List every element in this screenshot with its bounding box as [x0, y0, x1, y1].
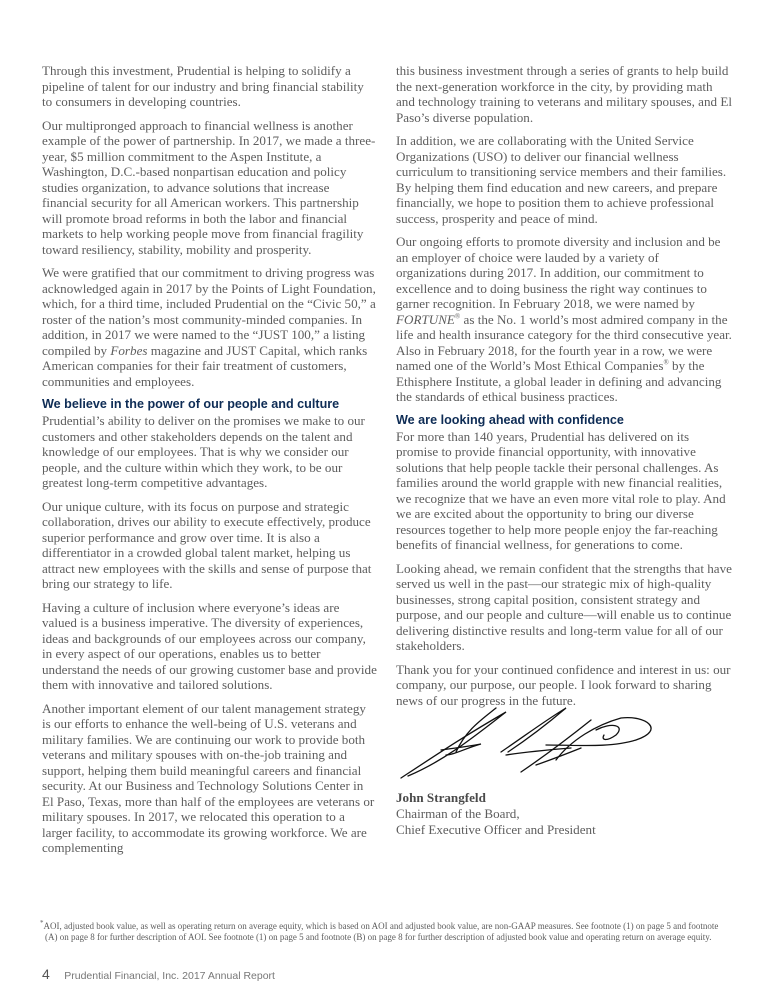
page-number: 4: [42, 966, 50, 982]
paragraph: this business investment through a series of grants to help build the next-generation workforce in the city, by providing math and technology training to veterans and military spouses, and El Paso’s diverse population.: [396, 63, 732, 125]
section-heading: We are looking ahead with confidence: [396, 412, 624, 427]
left-column: [42, 63, 377, 864]
section-heading: We believe in the power of our people and culture: [42, 397, 340, 411]
report-title: Prudential Financial, Inc. 2017 Annual Report: [64, 970, 275, 982]
footnote: *AOI, adjusted book value, as well as operating return on average equity, which is based on AOI and adjusted book value, are non-GAAP measures. See footnote (1) on page 5 and footnote (A) on page 8 for further description of AOI. See footnote (1) on page 5 and footnote (B) on page 8 for further description of adjusted book value and operating return on average equity.: [40, 919, 719, 942]
signer-name: John Strangfeld: [396, 790, 486, 805]
paragraph: For more than 140 years, Prudential has delivered on its promise to provide financial opportunity, with innovative solutions that help people tackle their personal challenges. As families around the world grapple with new financial realities, we recognize that we have an even more vital role to play. And we are excited about the opportunity to bring our diverse resources together to help more people enjoy the far-reaching benefits of financial wellness, for generations to come.: [396, 428, 726, 552]
registered-mark: ®: [454, 312, 461, 321]
page-footer: [42, 966, 275, 984]
registered-mark: ®: [663, 358, 669, 367]
signer-title: Chief Executive Officer and President: [396, 822, 596, 837]
publication-name: Forbes: [110, 342, 148, 358]
paragraph: In addition, we are collaborating with the United Service Organizations (USO) to deliver our financial wellness curriculum to transitioning service members and their families. By helping them find education and new careers, and prepare financially, we hope to position them to achieve professional success, prosperity and peace of mind.: [396, 133, 727, 226]
paragraph: Our ongoing efforts to promote diversity and inclusion and be an employer of choice were lauded by a variety of organizations during 2017. In addition, our commitment to excellence and to doing business the right way continues to garner recognition. In February 2018, we were named by FORTUNE® as the No. 1 world’s most admired company in the life and health insurance category for the third consecutive year. Also in February 2018, for the fourth year in a row, we were named one of the World’s Most Ethical Companies® by the Ethisphere Institute, a global leader in defining and advancing the standards of ethical business practices.: [396, 234, 732, 404]
paragraph: Thank you for your continued confidence and interest in us: our company, our purpose, our people. I look forward to sharing news of our progress in the future.: [396, 661, 731, 708]
publication-name: FORTUNE: [396, 311, 455, 327]
paragraph: Our unique culture, with its focus on purpose and strategic collaboration, drives our ability to execute effectively, produce superior performance and grow over time. It is also a differentiator in a crowded global talent market, helping us attract new employees with the skills and sense of purpose that bring our strategy to life.: [42, 498, 372, 591]
signature-block: [396, 700, 726, 838]
right-column: [396, 63, 732, 716]
paragraph: Through this investment, Prudential is helping to solidify a pipeline of talent for our industry and bring financial stability to consumers in developing countries.: [42, 63, 364, 109]
paragraph: Having a culture of inclusion where everyone’s ideas are valued is a business imperative. The diversity of experiences, ideas and backgrounds of our employees across our company, in every aspect of our operations, enables us to better understand the needs of our growing customer base and provide them with innovative and tailored solutions.: [42, 599, 377, 692]
paragraph: Prudential’s ability to deliver on the promises we make to our customers and other stakeholders depends on the talent and knowledge of our employees. That is why we consider our people, and the culture within which they work, to be our greatest long-term competitive advantages.: [42, 413, 365, 490]
signer-title: Chairman of the Board,: [396, 806, 520, 821]
paragraph: Our multipronged approach to financial wellness is another example of the power of partnership. In 2017, we made a three-year, $5 million commitment to the Aspen Institute, a Washington, D.C.-based nonpartisan education and policy studies organization, to advance solutions that increase financial security for all American workers. This partnership will promote broad reforms in both the labor and financial markets to help working people move from financial fragility toward resiliency, stability, mobility and prosperity.: [42, 117, 376, 257]
footnote-marker: *: [40, 919, 44, 927]
handwritten-signature-icon: [396, 700, 656, 790]
paragraph: Looking ahead, we remain confident that the strengths that have served us well in the past—our strategic mix of high-quality businesses, strong capital position, consistent strategy and purpose, and our people and culture—will enable us to continue delivering distinctive results and long-term value for all of our stakeholders.: [396, 560, 732, 653]
paragraph: We were gratified that our commitment to driving progress was acknowledged again in 2017 by the Points of Light Foundation, which, for a third time, included Prudential on the “Civic 50,” a roster of the nation’s most community-minded companies. In addition, in 2017 we were named to the “JUST 100,” a listing compiled by Forbes magazine and JUST Capital, which ranks American companies for their fair treatment of customers, communities and employees.: [42, 265, 376, 389]
paragraph: Another important element of our talent management strategy is our efforts to enhance the well-being of U.S. veterans and military families. We are continuing our work to provide both veterans and military spouses with on-the-job training and support, helping them build meaningful careers and financial security. At our Business and Technology Solutions Center in El Paso, Texas, more than half of the employees are veterans or military spouses. In 2017, we relocated this operation to a larger facility, to accommodate its growing workforce. We are complementing: [42, 700, 375, 855]
